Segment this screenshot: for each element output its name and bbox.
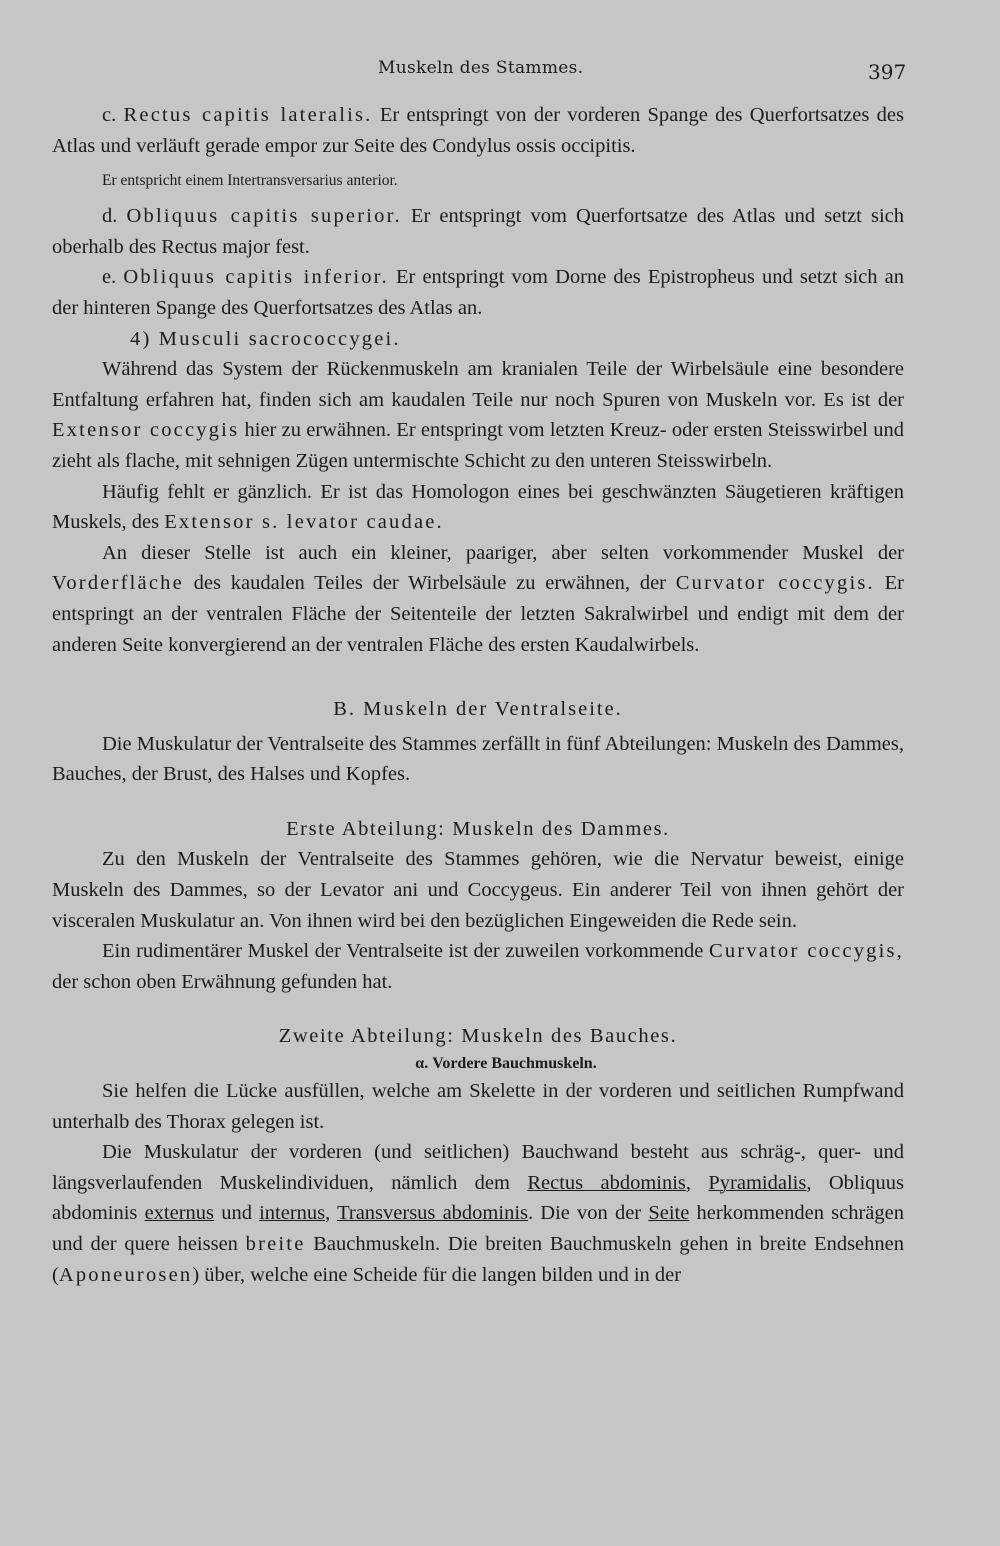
term: Vorderfläche [52, 572, 184, 595]
page-header [0, 58, 1000, 88]
note-text: Er entspricht einem Intertransversarius anterior. [102, 172, 398, 190]
section-heading-ventralseite: B. Muskeln der Ventralseite. [333, 698, 623, 721]
heading-vordere-bauchmuskeln: α. Vordere Bauchmuskeln. [415, 1055, 597, 1073]
paragraph-zu-den-muskeln: Zu den Muskeln der Ventralseite des Stammes gehören, wie die Nervatur beweist, einige Muskeln des Dammes, so der Levator ani und Coccygeus. Ein anderer Teil von ihnen gehört der visceralen Muskulatur an. Von ihnen wird bei den bezüglichen Eingeweiden die Rede sein. [52, 848, 904, 932]
paragraph-obliquus-inferior [52, 262, 904, 323]
paragraph-text: , Obliquus abdominis [52, 1171, 904, 1225]
muscle-name: Rectus capitis lateralis. [123, 104, 373, 126]
running-head: Muskeln des Stammes. [378, 58, 584, 78]
paragraph-text: . Die von der [528, 1202, 649, 1225]
paragraph-text: Er entspringt von der vorderen Spange des Querfortsatzes des Atlas und verläuft gerade empor zur Seite des Condylus ossis occipitis. [52, 104, 904, 157]
paragraph-die-muskulatur-bauchwand [52, 1137, 904, 1290]
paragraph-ein-rudimentarer [52, 936, 904, 997]
paragraph-text: Die Muskulatur der vorderen (und seitlichen) Bauchwand besteht aus schräg-, quer- und längsverlaufenden Muskelindividuen, nämlich dem [52, 1141, 904, 1194]
item-label: c. [102, 104, 124, 126]
paragraph-sie-helfen: Sie helfen die Lücke ausfüllen, welche am Skelette in der vorderen und seitlichen Rumpfwand unterhalb des Thorax gelegen ist. [52, 1080, 904, 1133]
muscle-name: Extensor s. levator caudae. [164, 511, 444, 534]
paragraph-text: Häufig fehlt er gänzlich. Er ist das Homologon eines bei geschwänzten Säugetieren kräftigen Muskels, des [52, 480, 904, 534]
heading-zweite-abteilung: Zweite Abteilung: Muskeln des Bauches. [278, 1025, 678, 1048]
paragraph-text: Ein rudimentärer Muskel der Ventralseite ist der zuweilen vorkommende [102, 940, 710, 963]
paragraph-text: ) über, welche eine Scheide für die langen bilden und in der [192, 1263, 682, 1286]
paragraph-text: , [325, 1202, 338, 1225]
paragraph-text: , [685, 1171, 709, 1194]
paragraph-text: und [214, 1202, 260, 1225]
paragraph-rectus-capitis-lateralis [52, 100, 904, 161]
underlined-term: externus [144, 1202, 215, 1225]
muscle-name: Obliquus capitis inferior. [123, 266, 389, 289]
paragraph-text: Während das System der Rückenmuskeln am kranialen Teile der Wirbelsäule eine besondere Entfaltung erfahren hat, finden sich am kaudalen Teile nur noch Spuren von Muskeln vor. Es ist der [52, 358, 904, 411]
page-number: 397 [868, 60, 907, 84]
item-label: d. [102, 205, 127, 228]
paragraph-text: des kaudalen Teiles der Wirbelsäule zu erwähnen, der [183, 572, 676, 595]
underlined-term: internus [259, 1202, 326, 1225]
paragraph-haufig [52, 477, 904, 538]
underlined-term: Pyramidalis [708, 1171, 807, 1194]
muscle-name: Extensor coccygis [52, 419, 240, 442]
muscle-name: Curvator coccygis. [675, 572, 875, 595]
paragraph-text: herkommenden schrägen und der quere heissen [52, 1202, 905, 1255]
paragraph-die-muskulatur: Die Muskulatur der Ventralseite des Stammes zerfällt in fünf Abteilungen: Muskeln des Dammes, Bauches, der Brust, des Halses und Kopfes. [52, 732, 904, 786]
underlined-term: Seite [648, 1202, 690, 1225]
paragraph-text: Bauchmuskeln. Die breiten Bauchmuskeln gehen in breite Endsehnen ( [52, 1233, 904, 1286]
paragraph-text: An dieser Stelle ist auch ein kleiner, paariger, aber selten vorkommender Muskel der [102, 541, 904, 564]
muscle-name: Curvator coccygis, [709, 940, 904, 963]
underlined-term: Transversus abdominis [337, 1202, 528, 1225]
paragraph-obliquus-superior [52, 201, 904, 262]
body-text [52, 100, 904, 1290]
paragraph-text: der schon oben Erwähnung gefunden hat. [52, 970, 393, 993]
muscle-name: Obliquus capitis superior. [126, 205, 402, 228]
item-label: e. [102, 266, 124, 289]
subsection-heading-sacrococcygei: 4) Musculi sacrococcygei. [130, 327, 401, 350]
paragraph-text: Er entspringt vom Dorne des Epistropheus und setzt sich an der hinteren Spange des Querfortsatzes des Atlas an. [52, 266, 904, 319]
term: Aponeurosen [58, 1263, 193, 1286]
paragraph-wahrend [52, 354, 904, 476]
paragraph-text: hier zu erwähnen. Er entspringt vom letzten Kreuz- oder ersten Steisswirbel und zieht als flache, mit sehnigen Zügen untermischte Schicht zu den unteren Steisswirbeln. [52, 419, 904, 472]
paragraph-text: Er entspringt an der ventralen Fläche der Seitenteile der letzten Sakralwirbel und endigt mit dem der anderen Seite konvergierend an der ventralen Fläche des ersten Kaudalwirbels. [52, 572, 904, 656]
heading-erste-abteilung: Erste Abteilung: Muskeln des Dammes. [286, 817, 670, 840]
paragraph-text: Er entspringt vom Querfortsatze des Atlas und setzt sich oberhalb des Rectus major fest. [52, 205, 905, 258]
term: breite [245, 1233, 306, 1255]
paragraph-an-dieser-stelle [52, 538, 904, 660]
underlined-term: Rectus abdominis [527, 1171, 686, 1194]
